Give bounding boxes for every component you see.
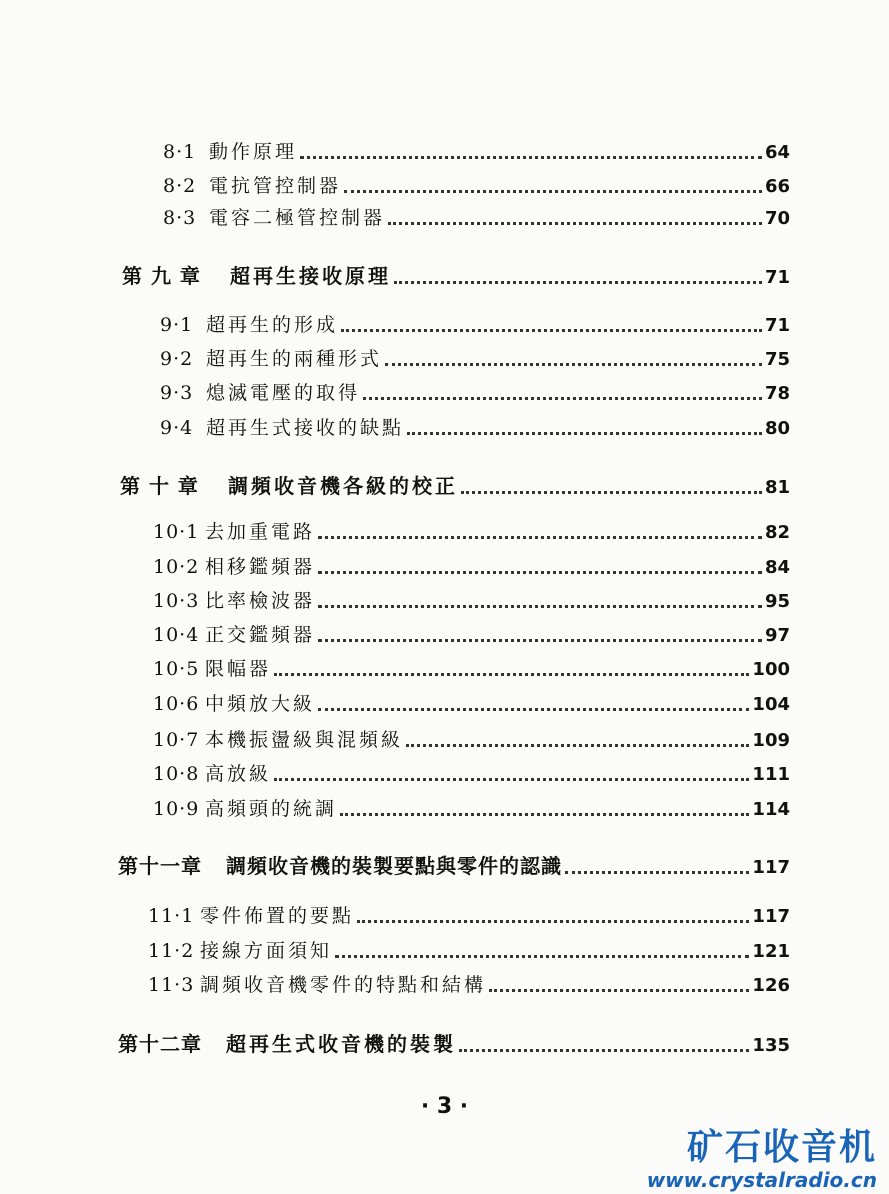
toc-chapter-12 (118, 1032, 790, 1058)
section-number: 10·7 (153, 729, 200, 751)
section-number: 10·6 (153, 693, 200, 715)
page-number: 66 (764, 176, 790, 197)
section-number: 9·1 (160, 314, 194, 336)
dot-leader (318, 639, 762, 642)
toc-entry-9-2 (160, 347, 790, 372)
section-title: 相移鑑頻器 (205, 556, 316, 578)
page-number: 82 (764, 522, 790, 543)
section-title: 電容二極管控制器 (209, 207, 386, 229)
dot-leader (388, 222, 762, 225)
toc-entry-10-3 (153, 589, 790, 614)
page-number: 126 (752, 975, 790, 996)
dot-leader (335, 955, 749, 958)
page-number: 64 (764, 142, 790, 163)
page-number: 81 (764, 477, 790, 498)
chapter-number: 第 九 章 (122, 264, 201, 288)
page-number: 70 (764, 208, 790, 229)
chapter-number: 第十一章 (118, 854, 202, 878)
section-number: 10·4 (153, 624, 200, 646)
toc-entry-10-2 (153, 555, 790, 580)
site-watermark (647, 1128, 877, 1192)
section-title: 高放級 (205, 763, 272, 785)
section-title: 比率檢波器 (205, 590, 316, 612)
section-title: 正交鑑頻器 (205, 624, 316, 646)
dot-leader (318, 536, 762, 539)
dot-leader (318, 571, 762, 574)
chapter-title: 調頻收音機的裝製要點與零件的認識 (226, 854, 562, 878)
page-number: 114 (752, 799, 790, 820)
page-number: 84 (764, 557, 790, 578)
dot-leader (341, 329, 762, 332)
section-number: 11·2 (148, 940, 195, 962)
page-number: 104 (752, 694, 790, 715)
section-number: 8·2 (163, 175, 197, 197)
section-title: 限幅器 (205, 658, 272, 680)
section-number: 9·2 (160, 348, 194, 370)
toc-entry-9-4 (160, 416, 790, 441)
page-number: 80 (764, 418, 790, 439)
section-title: 高頻頭的統調 (205, 798, 338, 820)
page-number: 111 (752, 764, 790, 785)
chapter-number: 第 十 章 (120, 474, 199, 498)
toc-entry-8-2 (163, 174, 790, 199)
page-number: 100 (752, 659, 790, 680)
dot-leader (318, 605, 762, 608)
chapter-title: 超再生接收原理 (230, 264, 391, 288)
page-number: 117 (752, 857, 790, 878)
dot-leader (406, 744, 749, 747)
section-title: 超再生式接收的缺點 (206, 417, 405, 439)
dot-leader (274, 673, 749, 676)
section-title: 去加重電路 (205, 521, 316, 543)
section-title: 超再生的形成 (206, 314, 339, 336)
page-number: 71 (764, 267, 790, 288)
dot-leader (565, 871, 749, 874)
dot-leader (357, 920, 749, 923)
section-number: 8·1 (163, 141, 197, 163)
section-number: 10·9 (153, 798, 200, 820)
toc-entry-10-1 (153, 520, 790, 545)
section-number: 8·3 (163, 207, 197, 229)
section-number: 10·3 (153, 590, 200, 612)
section-number: 10·5 (153, 658, 200, 680)
dot-leader (407, 432, 762, 435)
page-number: 117 (752, 906, 790, 927)
dot-leader (489, 989, 749, 992)
section-number: 9·4 (160, 417, 194, 439)
section-title: 本機振盪級與混頻級 (205, 729, 404, 751)
dot-leader (459, 1049, 749, 1052)
dot-leader (461, 491, 762, 494)
section-title: 動作原理 (209, 141, 298, 163)
toc-chapter-9 (122, 264, 790, 290)
section-number: 11·3 (148, 974, 195, 996)
dot-leader (318, 708, 749, 711)
page-number: 109 (752, 730, 790, 751)
page-number: 78 (764, 383, 790, 404)
toc-entry-10-5 (153, 657, 790, 682)
section-number: 10·2 (153, 556, 200, 578)
dot-leader (274, 778, 749, 781)
toc-entry-9-1 (160, 313, 790, 338)
toc-chapter-10 (120, 474, 790, 500)
toc-entry-10-6 (153, 692, 790, 717)
section-title: 中頻放大級 (205, 693, 316, 715)
dot-leader (344, 190, 762, 193)
dot-leader (385, 363, 762, 366)
toc-entry-10-8 (153, 762, 790, 787)
page-number: 75 (764, 349, 790, 370)
section-title: 超再生的兩種形式 (206, 348, 383, 370)
toc-entry-8-1 (163, 140, 790, 165)
page-number: 71 (764, 315, 790, 336)
section-number: 10·8 (153, 763, 200, 785)
section-title: 零件佈置的要點 (200, 905, 355, 927)
footer-page-number: · 3 · (420, 1094, 469, 1119)
toc-chapter-11 (118, 854, 790, 880)
chapter-title: 超再生式收音機的裝製 (226, 1032, 456, 1056)
toc-entry-11-2 (148, 939, 790, 964)
toc-entry-10-4 (153, 623, 790, 648)
page-number: 121 (752, 941, 790, 962)
page-number: 97 (764, 625, 790, 646)
toc-entry-10-7 (153, 728, 790, 753)
section-number: 9·3 (160, 382, 194, 404)
dot-leader (394, 281, 762, 284)
watermark-url: www.crystalradio.cn (646, 1168, 877, 1192)
section-title: 熄滅電壓的取得 (206, 382, 361, 404)
chapter-title: 調頻收音機各級的校正 (228, 474, 458, 498)
toc-entry-10-9 (153, 797, 790, 822)
toc-entry-11-3 (148, 973, 790, 998)
section-title: 電抗管控制器 (209, 175, 342, 197)
chapter-number: 第十二章 (118, 1032, 202, 1056)
section-number: 11·1 (148, 905, 195, 927)
section-title: 接線方面須知 (200, 940, 333, 962)
toc-entry-9-3 (160, 381, 790, 406)
page-number: 95 (764, 591, 790, 612)
toc-entry-11-1 (148, 904, 790, 929)
dot-leader (300, 156, 762, 159)
section-number: 10·1 (153, 521, 200, 543)
dot-leader (363, 397, 762, 400)
page-number: 135 (752, 1035, 790, 1056)
section-title: 調頻收音機零件的特點和結構 (200, 974, 487, 996)
dot-leader (340, 813, 749, 816)
watermark-name: 矿石收音机 (686, 1127, 877, 1168)
toc-entry-8-3 (163, 206, 790, 231)
